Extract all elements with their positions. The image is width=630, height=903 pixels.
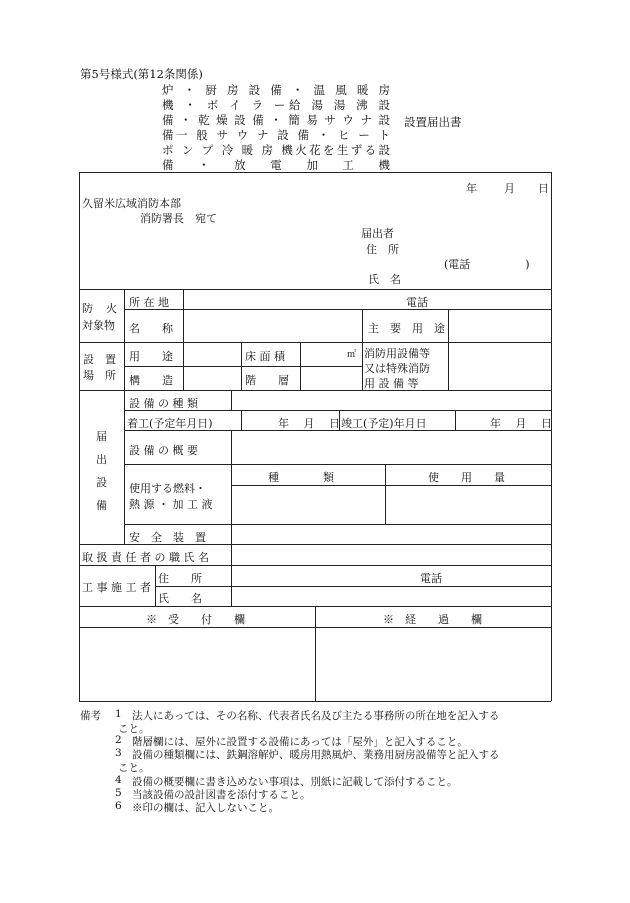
- contractor-name-label: 氏 名: [158, 592, 202, 605]
- date-day: 日: [538, 182, 549, 195]
- title-line-1: 炉 ・ 厨 房 設 備 ・ 温 風 暖 房: [162, 83, 390, 97]
- note-2-number: 2: [115, 734, 122, 746]
- safety-device-label: 安 全 装 置: [129, 531, 206, 544]
- form-number: 第5号様式(第12条関係): [80, 67, 203, 81]
- floor-label: 階 層: [245, 374, 289, 387]
- title-line-4: 備一 般 サ ウ ナ 設 備 ・ ヒ ー ト: [162, 128, 390, 142]
- title-line-6: 備 ・ 放 電 加 工 機: [162, 158, 390, 172]
- kind-header: 種 類: [268, 471, 334, 484]
- equipment-type-label: 設 備 の 種 類: [129, 397, 198, 410]
- title-line-5: ポ ン プ 冷 暖 房 機火花を生ずる設: [162, 143, 390, 157]
- note-3-number: 3: [115, 747, 122, 759]
- note-4-number: 4: [115, 774, 122, 786]
- site-label-2: 場 所: [83, 369, 116, 382]
- note-6-number: 6: [115, 800, 122, 812]
- note-2-line-1: 階層欄には、屋外に設置する設備にあっては「屋外」と記入すること。: [132, 736, 468, 748]
- site-use-label: 用 途: [129, 350, 173, 363]
- applicant-name-label: 氏 名: [368, 273, 401, 286]
- finish-date-value: 年 月 日: [490, 417, 552, 430]
- note-1-line-2: こと。: [118, 723, 150, 735]
- title-line-2: 機 ・ ボ イ ラ ー給 湯 湯 沸 設: [162, 98, 390, 112]
- notes-label: 備考: [80, 710, 101, 722]
- manager-label: 取 扱 責 任 者 の 職 氏 名: [82, 551, 209, 564]
- contractor-phone-label: 電話: [420, 572, 442, 585]
- contractor-address-label: 住 所: [158, 572, 202, 585]
- note-1-line-1: 法人にあっては、その名称、代表者氏名及び主たる事務所の所在地を記入する: [132, 710, 500, 722]
- location-label: 所 在 地: [129, 296, 169, 309]
- title-suffix: 設置届出書: [404, 115, 462, 129]
- fuel-label-2: 熱 源 ・ 加 工 液: [129, 498, 213, 511]
- start-date-label: 着工(予定年月日): [127, 417, 213, 430]
- object-label-2: 対象物: [82, 319, 115, 332]
- addressee-org: 久留米広域消防本部: [82, 197, 181, 210]
- facility-char-3: 設: [96, 476, 107, 489]
- sqm-unit: ㎡: [347, 350, 357, 360]
- addressee-chief: 消防署長 宛て: [140, 212, 217, 225]
- note-5-line-1: 当該設備の設計図書を添付すること。: [132, 789, 311, 801]
- applicant-address-label: 住 所: [366, 243, 399, 256]
- floor-area-label: 床 面 積: [245, 350, 285, 363]
- note-6-line-1: ※印の欄は、記入しないこと。: [132, 802, 279, 814]
- facility-char-2: 出: [96, 453, 107, 466]
- date-year: 年: [466, 182, 477, 195]
- note-4-line-1: 設備の概要欄に書き込めない事項は、別紙に記載して添付すること。: [132, 776, 458, 788]
- object-name-label: 名 称: [129, 322, 173, 335]
- site-label-1: 設 置: [83, 353, 116, 366]
- note-5-number: 5: [115, 787, 122, 799]
- date-month: 月: [504, 182, 515, 195]
- contractor-label: 工 事 施 工 者: [82, 581, 151, 594]
- facility-char-1: 届: [96, 430, 107, 443]
- location-phone-label: 電話: [406, 296, 428, 309]
- applicant-label: 届出者: [361, 227, 394, 240]
- note-1-number: 1: [115, 708, 122, 720]
- equipment-label-2: 又は特殊消防: [364, 362, 430, 375]
- note-3-line-2: こと。: [118, 762, 150, 774]
- finish-date-label: 竣工(予定)年月日: [341, 417, 427, 430]
- main-use-label: 主 要 用 途: [368, 322, 445, 335]
- applicant-phone-label: (電話 ): [444, 258, 530, 271]
- structure-label: 構 造: [129, 374, 173, 387]
- usage-amount-header: 使 用 量: [428, 471, 505, 484]
- title-line-3: 備 ・ 乾 燥 設 備 ・ 簡 易 サ ウ ナ 設: [162, 113, 390, 127]
- start-date-value: 年 月 日: [278, 417, 340, 430]
- overview-label: 設 備 の 概 要: [129, 444, 198, 457]
- equipment-label-1: 消防用設備等: [364, 347, 430, 360]
- progress-header: ※ 経 過 欄: [383, 613, 482, 626]
- fuel-label-1: 使用する燃料・: [129, 482, 206, 495]
- facility-char-4: 備: [96, 499, 107, 512]
- note-3-line-1: 設備の種類欄には、鉄鋼溶解炉、暖房用熱風炉、業務用厨房設備等と記入する: [132, 749, 500, 761]
- object-label-1: 防 火: [82, 302, 118, 315]
- reception-header: ※ 受 付 欄: [146, 613, 245, 626]
- equipment-label-3: 用 設 備 等: [364, 377, 419, 390]
